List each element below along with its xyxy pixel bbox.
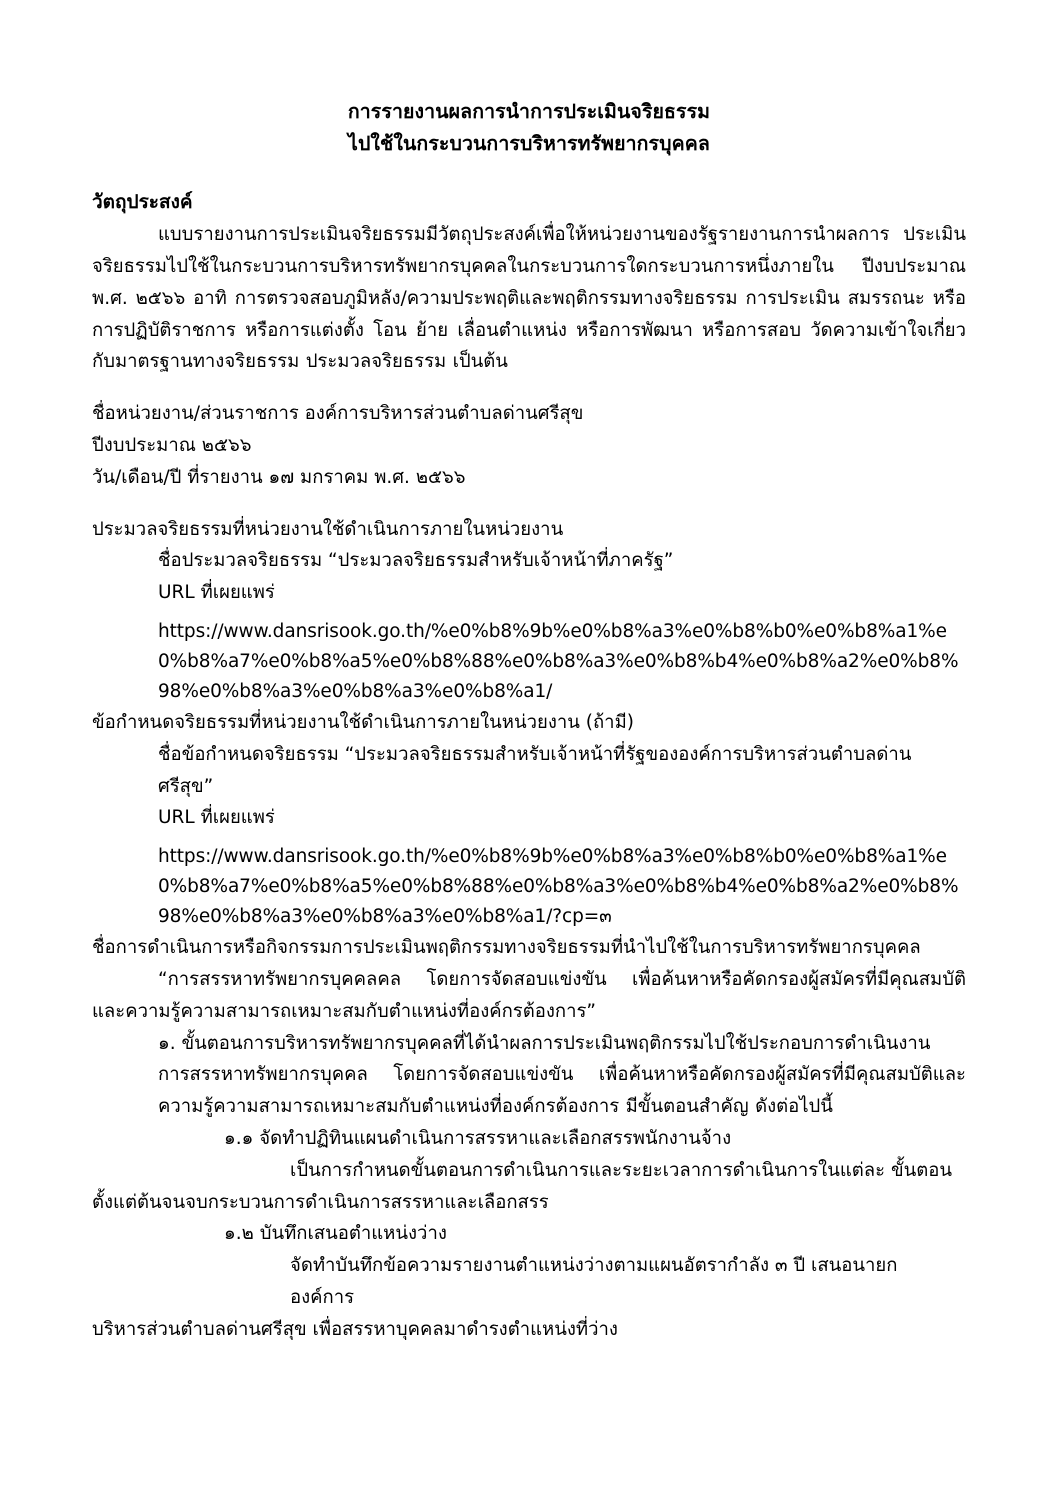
organization-line: ชื่อหน่วยงาน/ส่วนราชการ องค์การบริหารส่วนตำบลด่านศรีสุข bbox=[92, 403, 584, 425]
rules-section-heading: ข้อกำหนดจริยธรรมที่หน่วยงานใช้ดำเนินการภายในหน่วยงาน (ถ้ามี) bbox=[92, 712, 634, 733]
spacer bbox=[92, 378, 966, 398]
activity-sub1-body-indent: เป็นการกำหนดขั้นตอนการดำเนินการและระยะเวลาการดำเนินการในแต่ละ ขั้นตอน bbox=[290, 1159, 953, 1181]
objective-paragraph: แบบรายงานการประเมินจริยธรรมมีวัตถุประสงค์เพื่อให้หน่วยงานของรัฐรายงานการนำผลการ ประเมินจริยธรรมไปใช้ในกระบวนการบริหารทรัพยากรบุคคลในกระบวนการใดกระบวนการหนึ่งภายใน ปีงบประมาณ พ.ศ. ๒๕๖๖ อาทิ การตรวจสอบภูมิหลัง/ความประพฤติและพฤติกรรมทางจริยธรรม การประเมิน สมรรถนะ หรือ การปฏิบัติราชการ หรือการแต่งตั้ง โอน ย้าย เลื่อนตำแหน่ง หรือการพัฒนา หรือการสอบ วัดความเข้าใจเกี่ยวกับมาตรฐานทางจริยธรรม ประมวลจริยธรรม เป็นต้น bbox=[92, 224, 966, 373]
activity-item1-heading: ๑. ขั้นตอนการบริหารทรัพยากรบุคคลที่ได้นำผลการประเมินพฤติกรรมไปใช้ประกอบการดำเนินงาน bbox=[158, 1032, 931, 1054]
rules-url-label: URL ที่เผยแพร่ bbox=[158, 807, 275, 829]
title-line-1: การรายงานผลการนำการประเมินจริยธรรม bbox=[347, 100, 711, 123]
objective-heading: วัตถุประสงค์ bbox=[92, 191, 193, 214]
page-title bbox=[92, 96, 966, 159]
activity-sub1-title: ๑.๑ จัดทำปฏิทินแผนดำเนินการสรรหาและเลือกสรรพนักงานจ้าง bbox=[224, 1128, 732, 1150]
activity-sub2-body-rest: บริหารส่วนตำบลด่านศรีสุข เพื่อสรรหาบุคคลมาดำรงตำแหน่งที่ว่าง bbox=[92, 1318, 618, 1340]
spacer bbox=[92, 494, 966, 514]
activity-sub2-body-indent: จัดทำบันทึกข้อความรายงานตำแหน่งว่างตามแผนอัตรากำลัง ๓ ปี เสนอนายก องค์การ bbox=[290, 1255, 898, 1309]
code-url[interactable]: https://www.dansrisook.go.th/%e0%b8%9b%e0%b8%a3%e0%b8%b0%e0%b8%a1%e0%b8%a7%e0%b8%a5%e0%b8%88%e0%b8%a3%e0%b8%b4%e0%b8%a2%e0%b8%98%e0%b8%a3%e0%b8%a3%e0%b8%a1/ bbox=[158, 621, 959, 703]
activity-quote: “การสรรหาทรัพยากรบุคคลคล โดยการจัดสอบแข่งขัน เพื่อค้นหาหรือคัดกรองผู้สมัครที่มีคุณสมบัติ และความรู้ความสามารถเหมาะสมกับตำแหน่งที่องค์กรต้องการ” bbox=[92, 968, 966, 1022]
title-line-2: ไปใช้ในกระบวนการบริหารทรัพยากรบุคคล bbox=[348, 131, 710, 155]
rules-name-line: ชื่อข้อกำหนดจริยธรรม “ประมวลจริยธรรมสำหรับเจ้าหน้าที่รัฐขององค์การบริหารส่วนตำบลด่านศรีสุข” bbox=[158, 743, 912, 797]
code-url-label: URL ที่เผยแพร่ bbox=[158, 582, 275, 604]
activity-item1-body: การสรรหาทรัพยากรบุคคล โดยการจัดสอบแข่งขัน เพื่อค้นหาหรือคัดกรองผู้สมัครที่มีคุณสมบัติและ ความรู้ความสามารถเหมาะสมกับตำแหน่งที่องค์กรต้องการ มีขั้นตอนสำคัญ ดังต่อไปนี้ bbox=[158, 1064, 966, 1118]
code-section-heading: ประมวลจริยธรรมที่หน่วยงานใช้ดำเนินการภายในหน่วยงาน bbox=[92, 518, 564, 540]
code-name-line: ชื่อประมวลจริยธรรม “ประมวลจริยธรรมสำหรับเจ้าหน้าที่ภาครัฐ” bbox=[158, 550, 674, 572]
activity-section-heading: ชื่อการดำเนินการหรือกิจกรรมการประเมินพฤติกรรมทางจริยธรรมที่นำไปใช้ในการบริหารทรัพยากรบุคคล bbox=[92, 937, 921, 959]
activity-sub1-body-rest: ตั้งแต่ต้นจนจบกระบวนการดำเนินการสรรหาและเลือกสรร bbox=[92, 1191, 549, 1213]
rules-url[interactable]: https://www.dansrisook.go.th/%e0%b8%9b%e0%b8%a3%e0%b8%b0%e0%b8%a1%e0%b8%a7%e0%b8%a5%e0%b8%88%e0%b8%a3%e0%b8%b4%e0%b8%a2%e0%b8%98%e0%b8%a3%e0%b8%a3%e0%b8%a1/?cp=๓ bbox=[158, 846, 959, 928]
report-date-line: วัน/เดือน/ปี ที่รายงาน ๑๗ มกราคม พ.ศ. ๒๕๖๖ bbox=[92, 466, 466, 488]
fiscal-year-line: ปีงบประมาณ ๒๕๖๖ bbox=[92, 435, 252, 457]
activity-sub2-title: ๑.๒ บันทึกเสนอตำแหน่งว่าง bbox=[224, 1223, 447, 1245]
